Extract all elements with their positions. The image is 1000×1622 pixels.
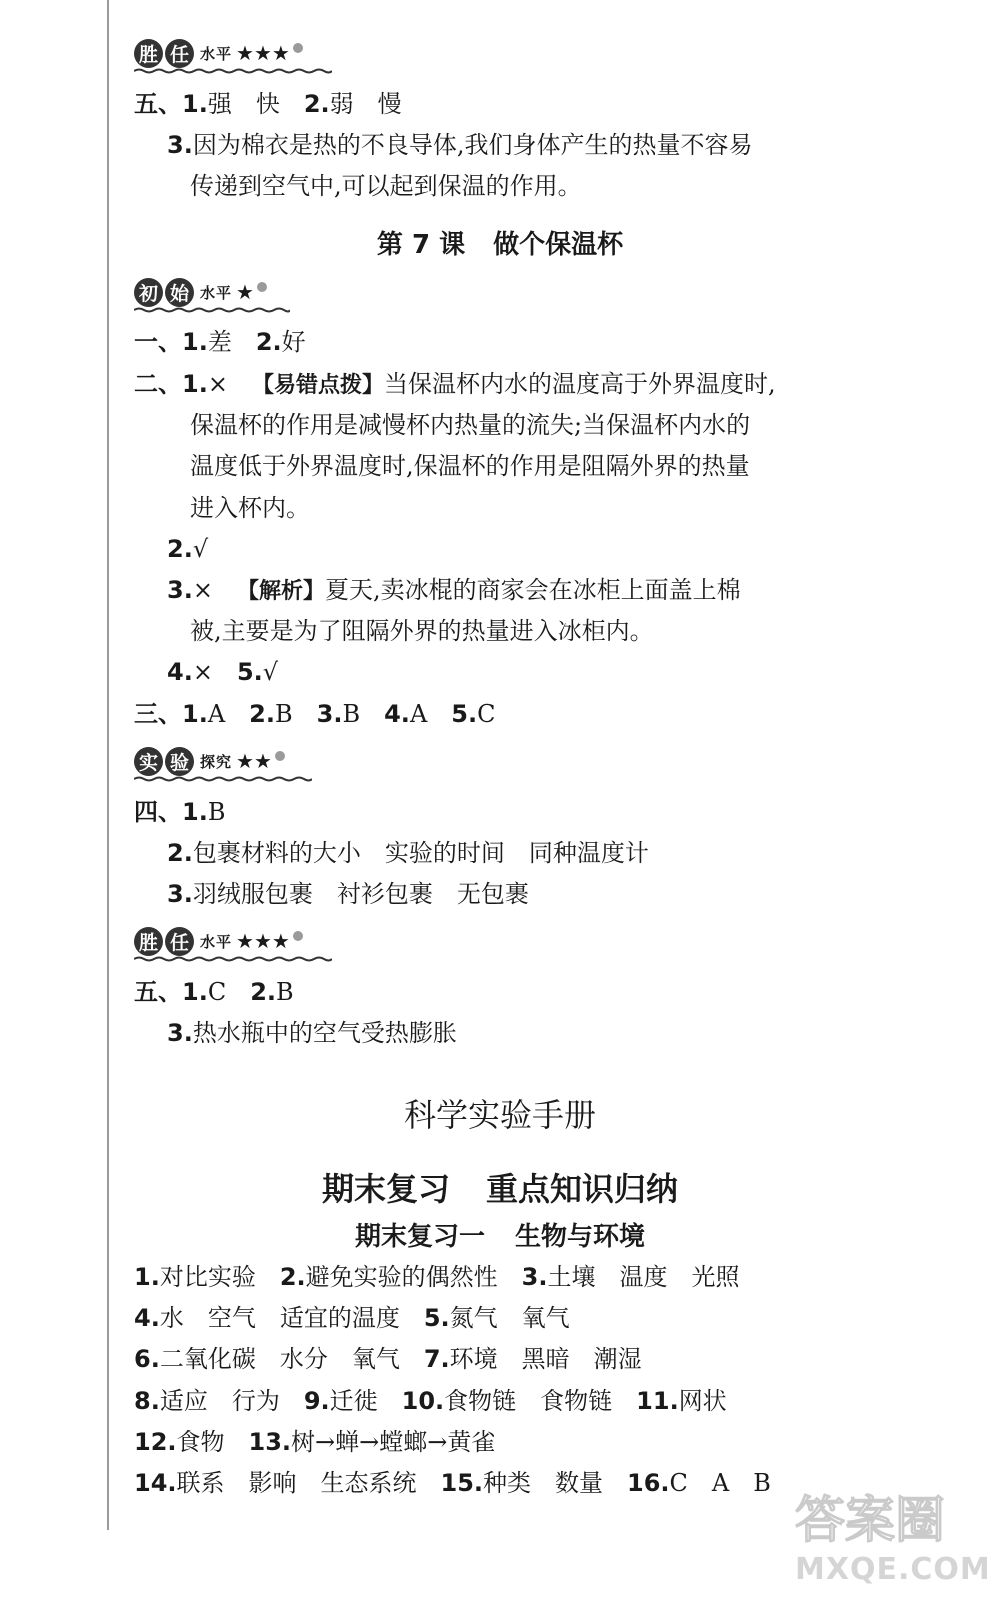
question-number: 2. <box>250 978 277 1006</box>
question-number: 1. <box>182 328 208 356</box>
item-number: 9. <box>303 1387 330 1415</box>
answer-text: 进入杯内。 <box>190 494 310 522</box>
answer-line <box>134 88 402 120</box>
badge-dot-icon <box>257 282 267 292</box>
section-number: 三、 <box>134 700 182 728</box>
hint-tag: 【解析】 <box>236 579 325 604</box>
question-number: 2. <box>249 700 275 728</box>
answer-line <box>167 129 752 161</box>
badge-char: 实 <box>134 747 163 776</box>
wave-underline-icon <box>134 68 332 74</box>
watermark <box>795 1480 991 1610</box>
answer-text: B <box>276 978 294 1006</box>
review-subheading-right: 生物与环境 <box>515 1222 646 1252</box>
answer-line <box>167 1017 457 1049</box>
answer-text: C <box>477 700 496 728</box>
knowledge-line <box>134 1261 739 1293</box>
item-number: 12. <box>134 1428 177 1456</box>
review-subheading <box>0 1216 1000 1253</box>
section-number: 一、 <box>134 328 182 356</box>
star-rating: ★★ <box>236 749 272 773</box>
item-text: 食物链 食物链 <box>444 1387 613 1415</box>
item-number: 6. <box>134 1345 160 1373</box>
review-heading-right: 重点知识归纳 <box>486 1170 679 1208</box>
badge-level-label: 水平 <box>200 932 233 951</box>
item-text: 环境 黑暗 潮湿 <box>449 1345 642 1373</box>
knowledge-line <box>134 1385 727 1417</box>
badge-char: 始 <box>165 278 194 307</box>
answer-line <box>167 837 649 869</box>
question-number: 3. <box>316 700 343 728</box>
answer-text: 传递到空气中,可以起到保温的作用。 <box>190 172 582 200</box>
answer-line <box>190 450 750 482</box>
answer-text: 包裹材料的大小 实验的时间 同种温度计 <box>192 839 649 867</box>
answer-line <box>167 574 741 608</box>
badge-char: 任 <box>165 39 194 68</box>
answer-text: 保温杯的作用是减慢杯内热量的流失;当保温杯内水的 <box>190 411 751 439</box>
question-number: 1. <box>182 370 208 398</box>
answer-line <box>190 170 582 202</box>
wave-underline-icon <box>134 776 312 782</box>
question-number: 5. <box>451 700 478 728</box>
answer-text: 夏天,卖冰棍的商家会在冰柜上面盖上棉 <box>324 576 741 604</box>
badge-char: 胜 <box>134 927 163 956</box>
wave-underline-icon <box>134 956 332 962</box>
item-text: 对比实验 <box>159 1263 256 1291</box>
question-number: 5. <box>236 658 263 686</box>
item-text: 水 空气 适宜的温度 <box>159 1304 400 1332</box>
answer-mark: √ <box>192 535 209 563</box>
item-text: 氮气 氧气 <box>449 1304 570 1332</box>
item-number: 3. <box>521 1263 548 1291</box>
item-number: 11. <box>636 1387 679 1415</box>
answer-line <box>167 533 208 565</box>
answer-mark: × <box>192 658 213 686</box>
question-number: 2. <box>167 535 193 563</box>
item-text: 适应 行为 <box>159 1387 280 1415</box>
question-number: 4. <box>167 658 193 686</box>
section-number: 五、 <box>134 978 182 1006</box>
question-number: 2. <box>167 839 193 867</box>
answer-line <box>167 878 529 910</box>
watermark-logo: 答案圈 <box>795 1491 945 1549</box>
badge-char: 胜 <box>134 39 163 68</box>
answer-line <box>134 976 294 1008</box>
answer-text: 热水瓶中的空气受热膨胀 <box>192 1019 457 1047</box>
answer-mark: × <box>192 576 213 604</box>
lesson-title: 做个保温杯 <box>493 230 624 260</box>
badge-shengren-bottom <box>134 924 332 958</box>
review-heading-left: 期末复习 <box>321 1170 450 1208</box>
answer-text: 被,主要是为了阻隔外界的热量进入冰柜内。 <box>190 617 654 645</box>
star-rating: ★★★ <box>236 929 290 953</box>
item-number: 4. <box>134 1304 160 1332</box>
knowledge-line <box>134 1302 570 1334</box>
answer-text: 好 <box>281 328 306 356</box>
answer-line <box>190 615 654 647</box>
question-number: 1. <box>182 700 208 728</box>
question-number: 1. <box>182 90 208 118</box>
badge-level-label: 探究 <box>200 752 233 771</box>
question-number: 3. <box>167 1019 193 1047</box>
answer-line <box>134 698 495 730</box>
section-number: 二、 <box>134 370 182 398</box>
item-text: 迁徙 <box>329 1387 378 1415</box>
answer-text: 温度低于外界温度时,保温杯的作用是阻隔外界的热量 <box>190 452 750 480</box>
item-number: 1. <box>134 1263 160 1291</box>
item-text: 土壤 温度 光照 <box>547 1263 740 1291</box>
answer-line <box>190 409 750 441</box>
item-text: C A B <box>669 1469 771 1497</box>
answer-line <box>190 492 310 524</box>
lesson-heading <box>0 224 1000 261</box>
answer-text: A <box>409 700 428 728</box>
item-number: 10. <box>401 1387 445 1415</box>
question-number: 1. <box>182 978 208 1006</box>
badge-shiyan <box>134 744 312 778</box>
answer-line <box>167 656 278 688</box>
question-number: 3. <box>167 576 193 604</box>
review-heading <box>0 1164 1000 1210</box>
badge-char: 初 <box>134 278 163 307</box>
badge-shengren-top <box>134 36 332 70</box>
star-rating: ★ <box>236 280 254 304</box>
item-number: 8. <box>134 1387 160 1415</box>
badge-char: 验 <box>165 747 194 776</box>
answer-line <box>134 368 776 402</box>
answer-line <box>134 326 306 358</box>
item-text: 食物 <box>176 1428 225 1456</box>
item-number: 13. <box>248 1428 292 1456</box>
answer-text: C <box>207 978 227 1006</box>
review-subheading-left: 期末复习一 <box>354 1222 485 1252</box>
item-text: 树→蝉→螳螂→黄雀 <box>291 1428 496 1456</box>
badge-char: 任 <box>165 927 194 956</box>
question-number: 4. <box>384 700 410 728</box>
badge-chushi <box>134 275 290 309</box>
item-number: 14. <box>134 1469 177 1497</box>
item-number: 15. <box>440 1469 484 1497</box>
item-text: 二氧化碳 水分 氧气 <box>159 1345 400 1373</box>
item-text: 种类 数量 <box>483 1469 604 1497</box>
question-number: 3. <box>167 880 193 908</box>
question-number: 2. <box>303 90 330 118</box>
answer-line <box>134 796 225 828</box>
hint-tag: 【易错点拨】 <box>251 373 384 398</box>
answer-text: 因为棉衣是热的不良导体,我们身体产生的热量不容易 <box>192 131 753 159</box>
answer-mark: × <box>207 370 228 398</box>
answer-text: B <box>207 798 226 826</box>
badge-dot-icon <box>293 43 303 53</box>
item-number: 5. <box>423 1304 450 1332</box>
knowledge-line <box>134 1467 771 1499</box>
section-number: 四、 <box>134 798 182 826</box>
answer-text: A <box>207 700 226 728</box>
answer-text: 强 快 <box>207 90 280 118</box>
badge-level-label: 水平 <box>200 44 233 63</box>
knowledge-line <box>134 1343 642 1375</box>
badge-dot-icon <box>293 931 303 941</box>
answer-text: B <box>275 700 293 728</box>
answer-text: B <box>342 700 361 728</box>
answer-text: 当保温杯内水的温度高于外界温度时, <box>383 370 776 398</box>
item-text: 避免实验的偶然性 <box>305 1263 498 1291</box>
item-number: 2. <box>279 1263 306 1291</box>
badge-dot-icon <box>275 751 285 761</box>
answer-text: 差 <box>207 328 232 356</box>
answer-text: 弱 慢 <box>329 90 402 118</box>
manual-title: 科学实验手册 <box>403 1096 596 1134</box>
section-number: 五、 <box>134 90 182 118</box>
question-number: 1. <box>182 798 208 826</box>
item-number: 16. <box>627 1469 670 1497</box>
question-number: 2. <box>255 328 282 356</box>
watermark-url: MXQE.COM <box>795 1552 991 1587</box>
star-rating: ★★★ <box>236 41 290 65</box>
item-text: 联系 影响 生态系统 <box>176 1469 417 1497</box>
badge-level-label: 水平 <box>200 283 233 302</box>
lesson-label: 第 7 课 <box>376 230 466 260</box>
answer-mark: √ <box>262 658 279 686</box>
item-text: 网状 <box>678 1387 727 1415</box>
answer-text: 羽绒服包裹 衬衫包裹 无包裹 <box>192 880 529 908</box>
knowledge-line <box>134 1426 495 1458</box>
question-number: 3. <box>167 131 193 159</box>
wave-underline-icon <box>134 307 290 313</box>
item-number: 7. <box>423 1345 450 1373</box>
